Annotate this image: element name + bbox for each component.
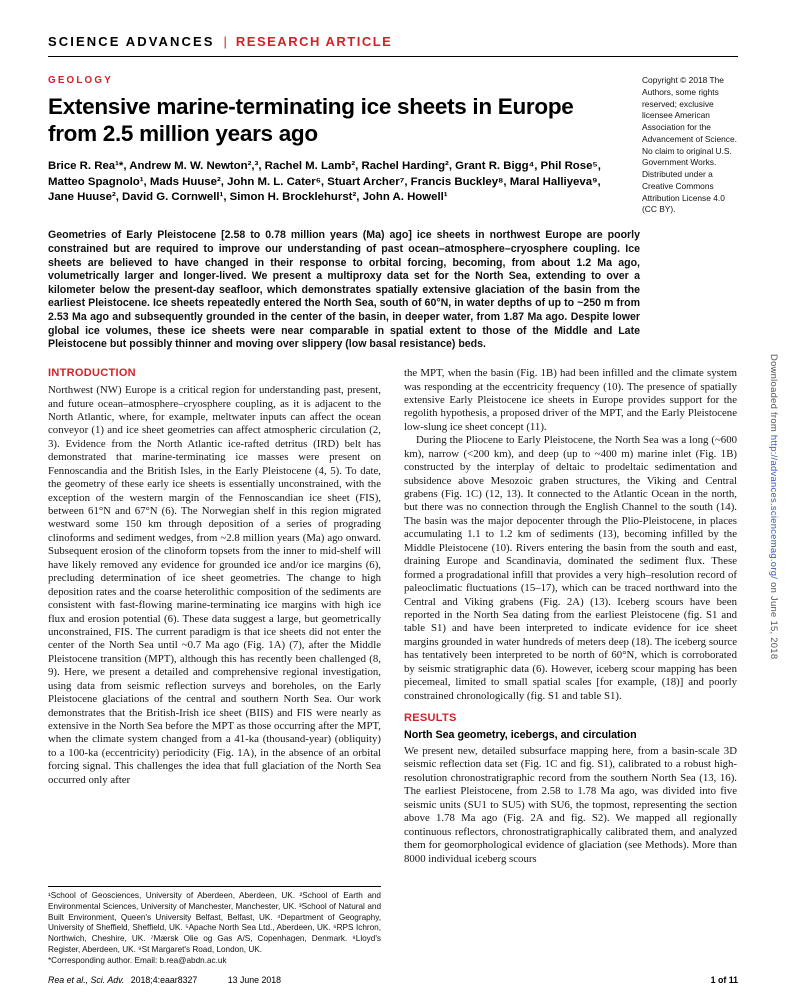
article-title: Extensive marine-terminating ice sheets in Europe from 2.5 million years ago (48, 94, 574, 146)
results-subheading: North Sea geometry, icebergs, and circulation (404, 729, 637, 742)
introduction-heading: INTRODUCTION (48, 367, 136, 380)
footnote-rule (48, 886, 381, 887)
footer-date: 13 June 2018 (227, 975, 282, 985)
affiliations-footnote: ¹School of Geosciences, University of Aberdeen, Aberdeen, UK. ²School of Earth and Environmental Sciences, University of Manchester, Manchester, UK. ³School of Natural and Built Environment, Queen's University Belfast, Belfast, UK. ⁴Department of Geography, University of Sheffield, Sheffield, UK. ⁵Apache North Sea Ltd., Aberdeen, UK. ⁶RPS Ichron, Northwich, Cheshire, UK. ⁷Mærsk Olie og Gas A/S, Copenhagen, Denmark. ⁸Lloyd's Register, Aberdeen, UK. ⁹St Margaret's Road, London, UK. (48, 890, 381, 955)
author-list: Brice R. Rea¹*, Andrew M. W. Newton²,³, Rachel M. Lamb², Rachel Harding², Grant R. Bigg⁴, Phil Rose⁵, Matteo Spagnolo¹, Mads Huuse², John M. L. Cater⁶, Stuart Archer⁷, Francis Buckley⁸, Maral Halliyeva⁹, Jane Huuse², David G. Cornwell¹, Simon H. Brocklehurst², John A. Howell¹ (48, 160, 601, 204)
right-column (404, 367, 737, 967)
footer-citation-block (48, 975, 281, 985)
title-block (48, 57, 738, 216)
copyright-notice: Copyright © 2018 The Authors, some rights reserved; exclusive licensee American Association for the Advancement of Science. No claim to original U.S. Government Works. Distributed under a Creative Commons Attribution License 4.0 (CC BY). (642, 75, 737, 215)
download-watermark (769, 354, 780, 659)
left-column (48, 367, 381, 967)
article-type-label: RESEARCH ARTICLE (235, 34, 393, 49)
footer-citation-italic: Rea et al., Sci. Adv. (48, 975, 125, 985)
masthead (48, 34, 738, 49)
page-number: 1 of 11 (710, 975, 738, 985)
page-content (48, 34, 738, 967)
two-column-body (48, 367, 738, 967)
download-watermark-prefix: Downloaded from (769, 354, 780, 435)
abstract: Geometries of Early Pleistocene [2.58 to 0.78 million years (Ma) ago] ice sheets in northwest Europe are poorly constrained but are required to improve our understanding of past ocean–atmosphere–cryosphere coupling. Ice sheets are believed to have changed in their response to orbital forcing, becoming, from about 1.2 Ma ago, volumetrically larger and longer-lived. We present a multiproxy data set for the North Sea, extending to over a kilometer below the present-day seafloor, which demonstrates spatially extensive glaciation of the basin from the earliest Pleistocene. Ice sheets repeatedly entered the North Sea, south of 60°N, in water depths of up to ~250 m from 2.53 Ma ago and subsequently grounded in the center of the basin, in deeper water, from 1.87 Ma ago. Despite lower global ice volumes, these ice sheets were near comparable in spatial extent to those of the Middle and Late Pleistocene but possibly thinner and moving over slippery (low basal resistance) beds. (48, 229, 640, 351)
introduction-paragraph: Northwest (NW) Europe is a critical region for understanding past, present, and future ocean–atmosphere–cryosphere coupling, as it is adjacent to the North Atlantic, where, for example, meltwater inputs can affect the ocean conveyor (1) and ice sheet geometries can affect atmospheric circulation (2, 3). Evidence from the North Atlantic ice-rafted detritus (IRD) belt has demonstrated that marine-terminating ice masses were present on Fennoscandia and the British Isles, in the Early Pleistocene (4, 5). To date, the geometry of these early ice sheets is essentially unconstrained, with the exception of the western margin of the Fennoscandian ice sheet (FIS), between 61°N and 67°N (6). The Norwegian shelf in this region migrated westward some 150 km through deposition of a series of prograding clinoforms and sediment wedges, from ~2.8 million years (Ma) ago onward. Subsequent erosion of the clinoform topsets from the inner to mid-shelf will have likely removed any evidence for grounded ice and/or ice margins (6), precluding determination of ice sheet geometries. The change to high deposition rates and the coarse heterolithic composition of the sediments are consistent with fast-flowing marine-terminating ice margins with high ice flux and erosion potential (6). These data suggest a large, but geometrically unconstrained, FIS. The current paradigm is that ice sheets did not enter the center of the North Sea until ~0.7 Ma ago (Fig. 1A) (7), after the Middle Pleistocene transition (MPT), although this has recently been challenged (8, 9). Here, we present a detailed and comprehensive regional investigation, using data from seismic reflection surveys and boreholes, on the Early Pleistocene glaciations of the central and southern North Sea. Our work demonstrates that the British-Irish ice sheet (BIIS) and FIS were nearly as extensive in the North Sea before the MPT as those occurring after the MPT, when the climate system changed from a 41-ka (thousand-year) (obliquity) to a 100-ka (eccentricity) periodicity (Fig. 1A), in the absence of an orbital forcing signal. This challenges the idea that full glaciation of the North Sea occurred only after (48, 384, 381, 786)
introduction-paragraph-continued: the MPT, when the basin (Fig. 1B) had been infilled and the climate system was responding at the eccentricity frequency (10). The presence of spatially extensive Early Pleistocene ice sheets in Europe provides support for the regolith hypothesis, a proposed driver of the MPT, and the Early Pleistocene low-slung ice sheet concept (11). (404, 367, 737, 433)
results-heading: RESULTS (404, 712, 457, 725)
download-watermark-url-link[interactable]: http://advances.sciencemag.org/ (769, 434, 780, 580)
results-paragraph: We present new, detailed subsurface mapping here, from a basin-scale 3D seismic reflection data set (Fig. 1C and fig. S1), calibrated to a robust high-resolution chronostratigraphic record from the southern North Sea (13, 16). The earliest Pleistocene, from 2.58 to 1.78 Ma ago, was divided into five seismic units (SU1 to SU5) with SU6, the topmost, representing the section above 1.78 Ma ago (Fig. 2A and fig. S2). We mapped all regionally continuous reflectors, chronostratigraphically calibrated them, and analyzed them for geomorphological evidence of glaciation (see Methods). More than 8000 individual iceberg scours (404, 745, 737, 865)
footer-citation-id: 2018;4:eaar8327 (130, 975, 198, 985)
journal-name: SCIENCE ADVANCES (48, 34, 215, 49)
background-paragraph: During the Pliocene to Early Pleistocene, the North Sea was a long (~600 km), narrow (<200 km), and deep (up to ~400 m) marine inlet (Fig. 1B) constructed by the interplay of deltaic to prodeltaic sedimentation and subsidence above Mesozoic graben structures, the Viking and Central grabens (Fig. 1C) (12, 13). It connected to the Atlantic Ocean in the north, but there was no connection through the English Channel to the south (14). The basin was the major depocenter through the Plio-Pleistocene, in places accumulating 1.1 to 1.2 km of sediments (13), becoming infilled by the Middle Pleistocene (10). Rivers entering the basin from the south and east, draining Europe and Scandinavia, dominated the sediment flux. These formed a progradational infill that provides a very high–resolution record of paleoclimatic fluctuations (15–17), which can be traced northward into the Central and Viking grabens (Fig. 2A) (13). Iceberg scours have been reported in the North Sea dating from the earliest Pleistocene (fig. S1 and table S1) and have been interpreted to indicate evidence for ice sheet margins grounded in water hundreds of meters deep (18). The iceberg source has tentatively been interpreted to be north of 60°N, which is corroborated by seismic stratigraphic data (6). However, iceberg scour mapping has been piecemeal, limited to small spatial scales [for example, (18)] and poorly constrained chronologically (fig. S1 and table S1). (404, 434, 737, 702)
download-watermark-suffix: on June 15, 2018 (769, 579, 780, 660)
title-column (48, 57, 626, 216)
footnotes-block (48, 884, 381, 967)
page-footer (48, 975, 738, 985)
section-label: GEOLOGY (48, 75, 113, 86)
masthead-separator: | (223, 34, 227, 49)
corresponding-author-footnote[interactable]: *Corresponding author. Email: b.rea@abdn.ac.uk (48, 956, 227, 966)
